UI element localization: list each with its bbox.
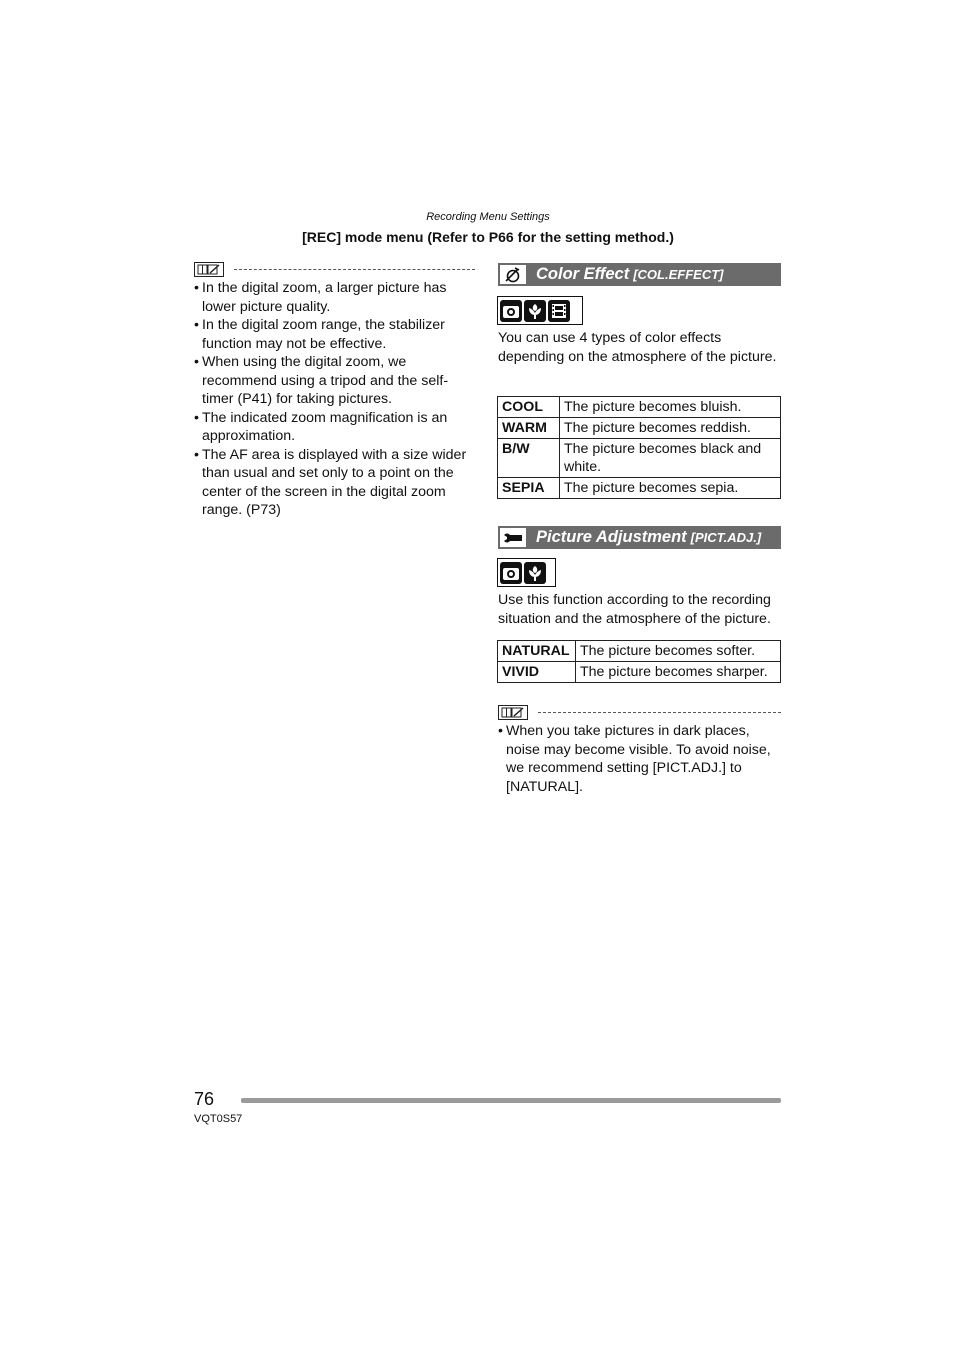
option-description: The picture becomes black and white.: [560, 439, 781, 478]
footer-rule: [241, 1098, 781, 1103]
running-title: Recording Menu Settings: [426, 211, 550, 223]
list-item: • The AF area is displayed with a size wider than usual and set only to a point on the center of the screen in the digital zoom range. (P73): [194, 446, 475, 520]
motion-picture-mode-icon: [548, 300, 570, 322]
option-key: COOL: [498, 397, 560, 418]
option-description: The picture becomes sepia.: [560, 478, 781, 499]
option-key: NATURAL: [498, 641, 576, 662]
picture-adjustment-section-bar: [498, 526, 781, 549]
picture-adjustment-code: [PICT.ADJ.]: [690, 530, 762, 545]
dashed-divider: [538, 712, 781, 713]
option-description: The picture becomes bluish.: [560, 397, 781, 418]
color-effect-title: Color Effect: [536, 265, 630, 283]
option-key: VIVID: [498, 662, 576, 683]
color-effect-icon: [500, 265, 526, 284]
list-item: • In the digital zoom range, the stabilizer function may not be effective.: [194, 316, 475, 353]
option-description: The picture becomes reddish.: [560, 418, 781, 439]
right-notes: [498, 705, 781, 796]
left-notes: [194, 262, 475, 520]
macro-mode-icon: [524, 562, 546, 584]
left-notes-list: [194, 279, 475, 520]
picture-adjustment-intro: Use this function according to the recording situation and the atmosphere of the picture.: [498, 592, 771, 627]
list-item: • The indicated zoom magnification is an approximation.: [194, 409, 475, 446]
color-effect-code: [COL.EFFECT]: [633, 267, 724, 282]
option-key: B/W: [498, 439, 560, 478]
option-key: WARM: [498, 418, 560, 439]
camera-mode-icon: [500, 300, 522, 322]
list-item: • When using the digital zoom, we recommend using a tripod and the self-timer (P41) for taking pictures.: [194, 353, 475, 409]
list-item: • When you take pictures in dark places, noise may become visible. To avoid noise, we recommend setting [PICT.ADJ.] to [NATURAL].: [498, 722, 781, 796]
list-item: • In the digital zoom, a larger picture has lower picture quality.: [194, 279, 475, 316]
model-code: VQT0S57: [194, 1113, 243, 1125]
table-row: [498, 397, 781, 418]
macro-mode-icon: [524, 300, 546, 322]
color-effect-section-bar: [498, 263, 781, 286]
picture-adjustment-table: [497, 640, 781, 683]
color-effect-mode-icons: [497, 296, 583, 325]
wrench-icon: [500, 528, 526, 547]
color-effect-table: [497, 396, 781, 499]
picture-adjustment-mode-icons: [497, 558, 556, 587]
table-row: [498, 641, 781, 662]
option-description: The picture becomes softer.: [576, 641, 781, 662]
option-key: SEPIA: [498, 478, 560, 499]
picture-adjustment-title: Picture Adjustment: [536, 528, 687, 546]
page-number: 76: [194, 1089, 215, 1109]
option-description: The picture becomes sharper.: [576, 662, 781, 683]
right-notes-list: [498, 722, 781, 796]
color-effect-intro: You can use 4 types of color effects depending on the atmosphere of the picture.: [498, 330, 777, 365]
table-row: [498, 662, 781, 683]
dashed-divider: [234, 269, 475, 270]
page-heading: [REC] mode menu (Refer to P66 for the setting method.): [302, 229, 674, 245]
camera-mode-icon: [500, 562, 522, 584]
note-pencil-icon: [194, 262, 224, 277]
table-row: [498, 439, 781, 478]
table-row: [498, 418, 781, 439]
table-row: [498, 478, 781, 499]
note-pencil-icon: [498, 705, 528, 720]
left-note-header: [194, 262, 475, 277]
right-note-header: [498, 705, 781, 720]
